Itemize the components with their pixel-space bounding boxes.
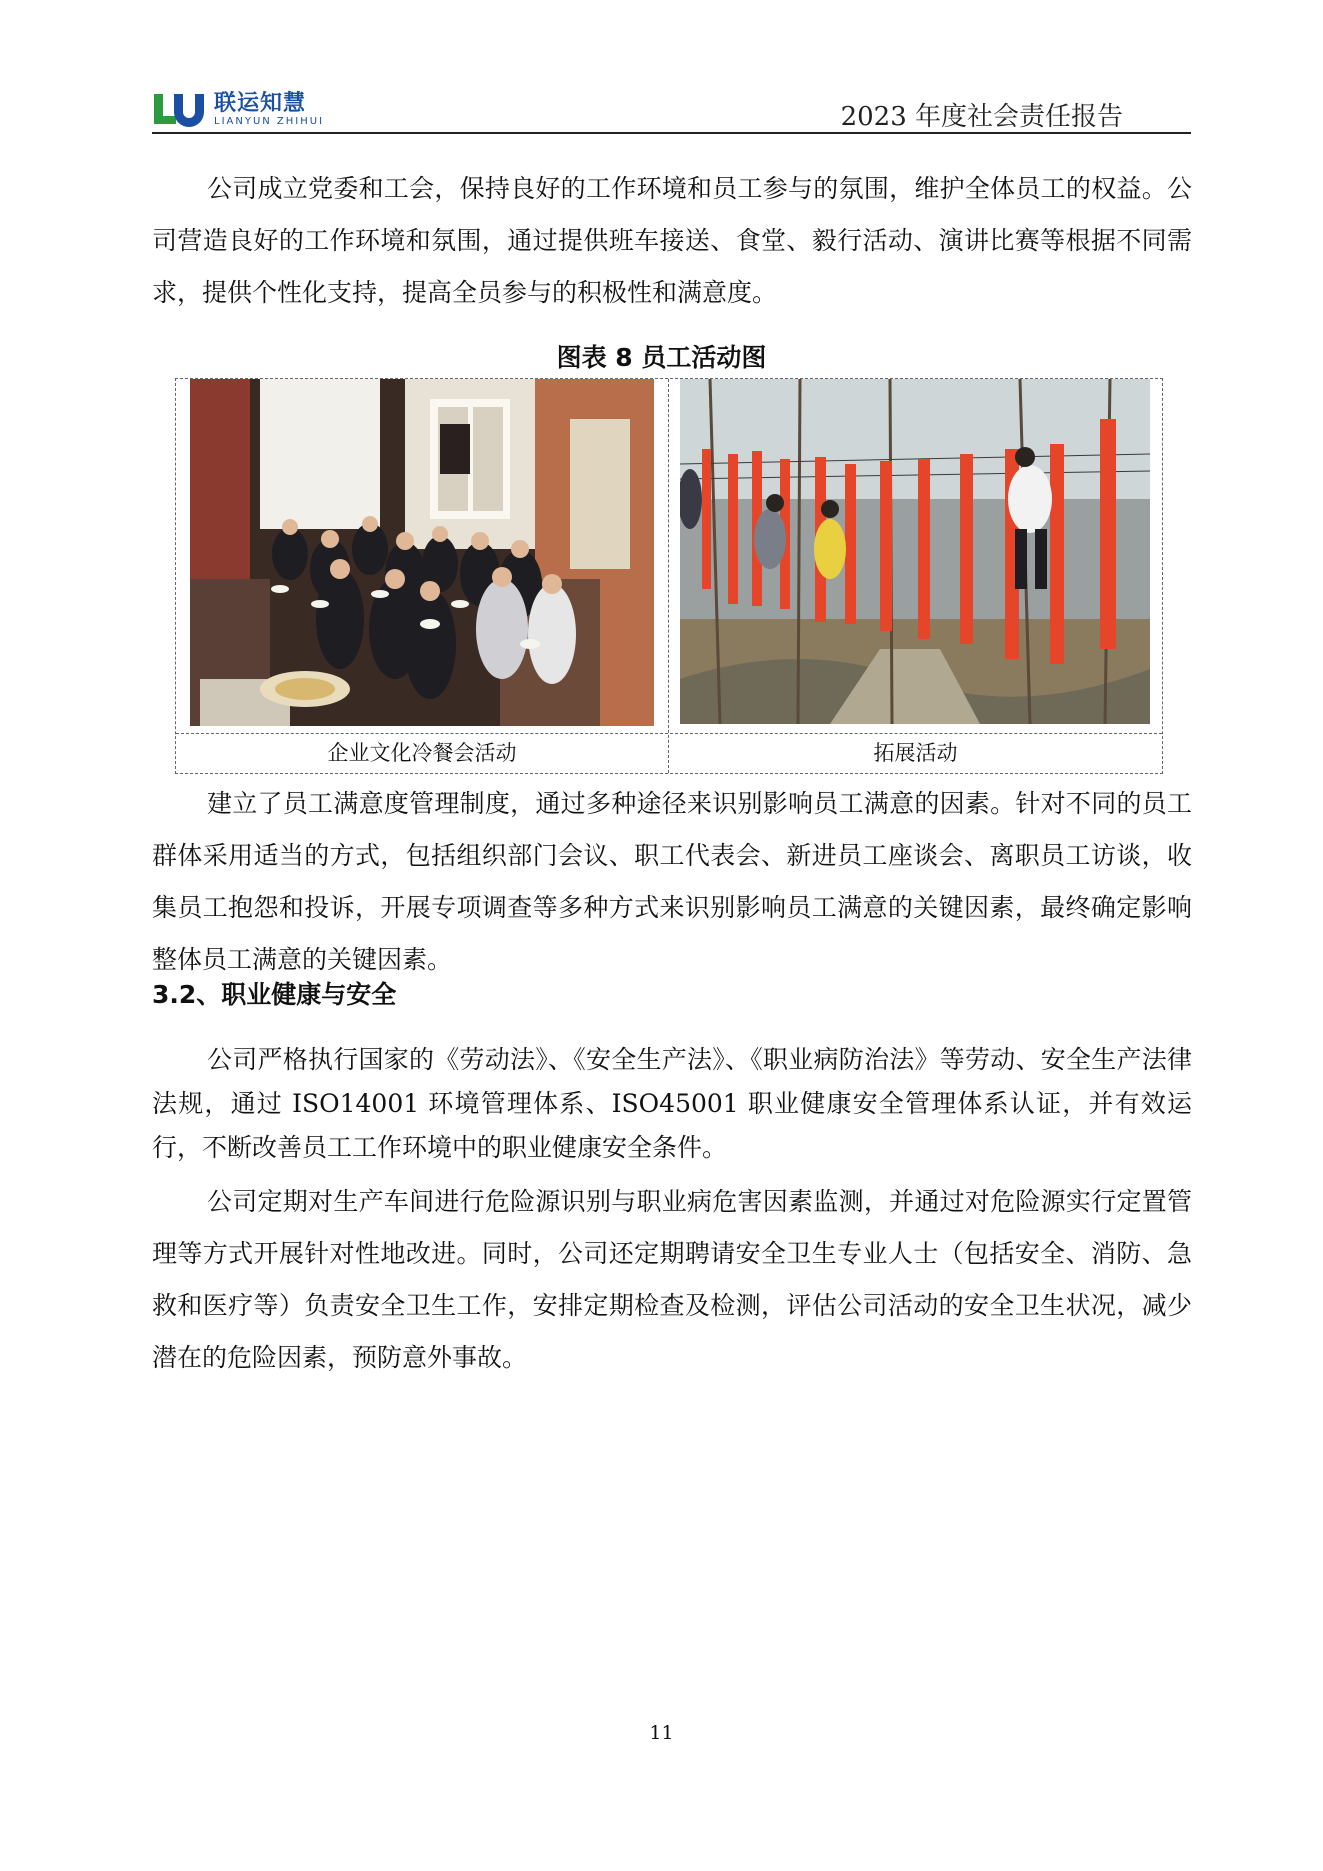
figure-divider-horizontal [176, 733, 1162, 734]
intro-paragraph: 公司成立党委和工会，保持良好的工作环境和员工参与的氛围，维护全体员工的权益。公司营造良好的工作环境和氛围，通过提供班车接送、食堂、毅行活动、演讲比赛等根据不同需求，提供个性化支持，提高全员参与的积极性和满意度。 [152, 174, 1192, 307]
section-paragraph-hazards: 公司定期对生产车间进行危险源识别与职业病危害因素监测，并通过对危险源实行定置管理等方式开展针对性地改进。同时，公司还定期聘请安全卫生专业人士（包括安全、消防、急救和医疗等）负责安全卫生工作，安排定期检查及检测，评估公司活动的安全卫生状况，减少潜在的危险因素，预防意外事故。 [152, 1187, 1192, 1372]
report-title: 2023 年度社会责任报告 [840, 102, 1123, 132]
figure-caption: 图表 8 员工活动图 [556, 343, 767, 372]
section-paragraph-laws: 公司严格执行国家的《劳动法》、《安全生产法》、《职业病防治法》等劳动、安全生产法律法规，通过 ISO14001 环境管理体系、ISO45001 职业健康安全管理体系认证，并有效运行，不断改善员工工作环境中的职业健康安全条件。 [152, 1045, 1192, 1162]
photo-label-outdoor: 拓展活动 [873, 741, 958, 765]
logo-name-en: LIANYUN ZHIHUI [214, 116, 325, 127]
lianyun-logo-icon [152, 92, 208, 128]
satisfaction-paragraph: 建立了员工满意度管理制度，通过多种途径来识别影响员工满意的因素。针对不同的员工群体采用适当的方式，包括组织部门会议、职工代表会、新进员工座谈会、离职员工访谈，收集员工抱怨和投诉，开展专项调查等多种方式来识别影响员工满意的关键因素，最终确定影响整体员工满意的关键因素。 [152, 789, 1192, 974]
photo-label-buffet: 企业文化冷餐会活动 [327, 741, 517, 765]
logo-text [214, 92, 324, 128]
page-header [152, 88, 1191, 134]
company-logo [152, 92, 324, 132]
section-heading: 3.2、职业健康与安全 [152, 980, 397, 1009]
figure-table [175, 378, 1163, 774]
logo-name-cn: 联运知慧 [214, 91, 307, 116]
page-number: 11 [649, 1722, 674, 1744]
outdoor-ropes-course-photo [680, 379, 1150, 724]
buffet-party-photo [190, 379, 654, 726]
figure-divider-vertical [668, 379, 669, 773]
